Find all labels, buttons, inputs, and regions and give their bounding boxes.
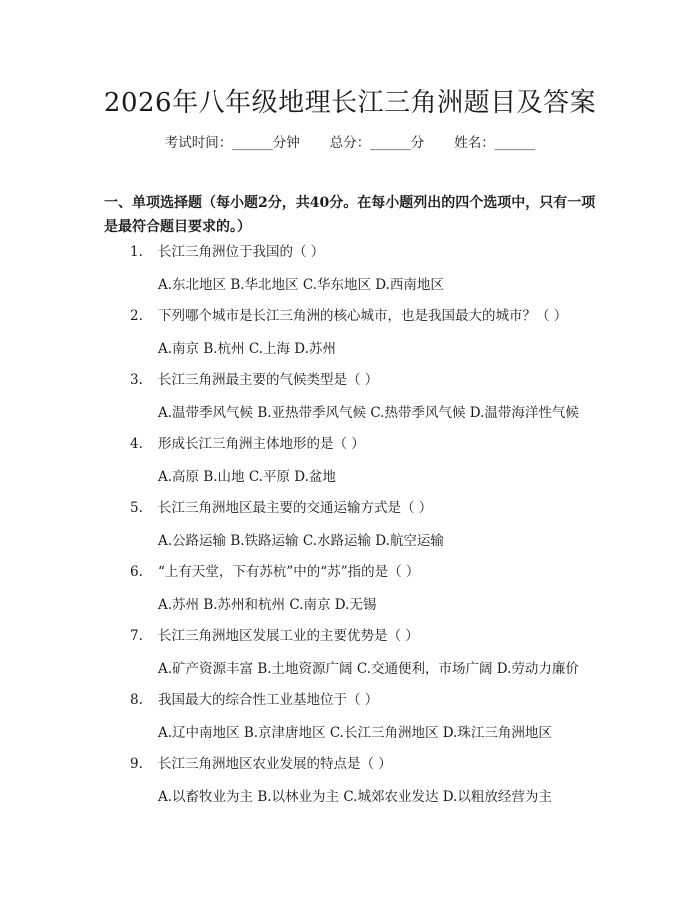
question-number: 9. <box>130 756 143 772</box>
question-number: 7. <box>130 628 143 644</box>
question-item <box>0 435 700 499</box>
question-item <box>0 499 700 563</box>
question-number: 3. <box>130 372 143 388</box>
exam-meta-line <box>0 131 700 151</box>
question-number: 1. <box>130 244 143 260</box>
question-number: 2. <box>130 308 143 324</box>
question-item <box>0 755 700 819</box>
question-stem: 我国最大的综合性工业基地位于（ ） <box>158 692 379 708</box>
question-options: A.辽中南地区 B.京津唐地区 C.长江三角洲地区 D.珠江三角洲地区 <box>158 725 552 741</box>
question-item <box>0 627 700 691</box>
page-title: 2026年八年级地理长江三角洲题目及答案 <box>103 88 597 118</box>
question-stem: 长江三角洲最主要的气候类型是（ ） <box>158 372 379 388</box>
exam-time-field: 考试时间：______分钟 <box>164 135 300 151</box>
question-stem: 长江三角洲地区农业发展的特点是（ ） <box>158 756 392 772</box>
question-stem: 长江三角洲地区最主要的交通运输方式是（ ） <box>158 500 433 516</box>
question-item <box>0 243 700 307</box>
question-number: 4. <box>130 436 143 452</box>
question-stem: 长江三角洲位于我国的（ ） <box>158 244 325 260</box>
question-number: 8. <box>130 692 143 708</box>
question-options: A.南京 B.杭州 C.上海 D.苏州 <box>158 341 336 357</box>
question-item <box>0 307 700 371</box>
section-heading: 一、单项选择题（每小题2分，共40分。在每小题列出的四个选项中，只有一项是最符合题目要求的。） <box>104 195 596 235</box>
question-number: 5. <box>130 500 143 516</box>
question-stem: 长江三角洲地区发展工业的主要优势是（ ） <box>158 628 419 644</box>
question-list <box>0 243 700 819</box>
student-name-field: 姓名：______ <box>454 135 536 151</box>
question-options: A.矿产资源丰富 B.土地资源广阔 C.交通便利，市场广阔 D.劳动力廉价 <box>158 661 579 677</box>
total-score-field: 总分：______分 <box>329 135 425 151</box>
question-options: A.温带季风气候 B.亚热带季风气候 C.热带季风气候 D.温带海洋性气候 <box>158 405 579 421</box>
question-stem: “上有天堂，下有苏杭”中的“苏”指的是（ ） <box>158 564 420 580</box>
question-options: A.以畜牧业为主 B.以林业为主 C.城郊农业发达 D.以粗放经营为主 <box>158 789 552 805</box>
question-options: A.高原 B.山地 C.平原 D.盆地 <box>158 469 336 485</box>
question-options: A.苏州 B.苏州和杭州 C.南京 D.无锡 <box>158 597 377 613</box>
question-stem: 下列哪个城市是长江三角洲的核心城市，也是我国最大的城市？（ ） <box>158 308 568 324</box>
question-item <box>0 691 700 755</box>
question-item <box>0 371 700 435</box>
question-item <box>0 563 700 627</box>
question-number: 6. <box>130 564 143 580</box>
question-stem: 形成长江三角洲主体地形的是（ ） <box>158 436 365 452</box>
question-options: A.公路运输 B.铁路运输 C.水路运输 D.航空运输 <box>158 533 444 549</box>
question-options: A.东北地区 B.华北地区 C.华东地区 D.西南地区 <box>158 277 444 293</box>
